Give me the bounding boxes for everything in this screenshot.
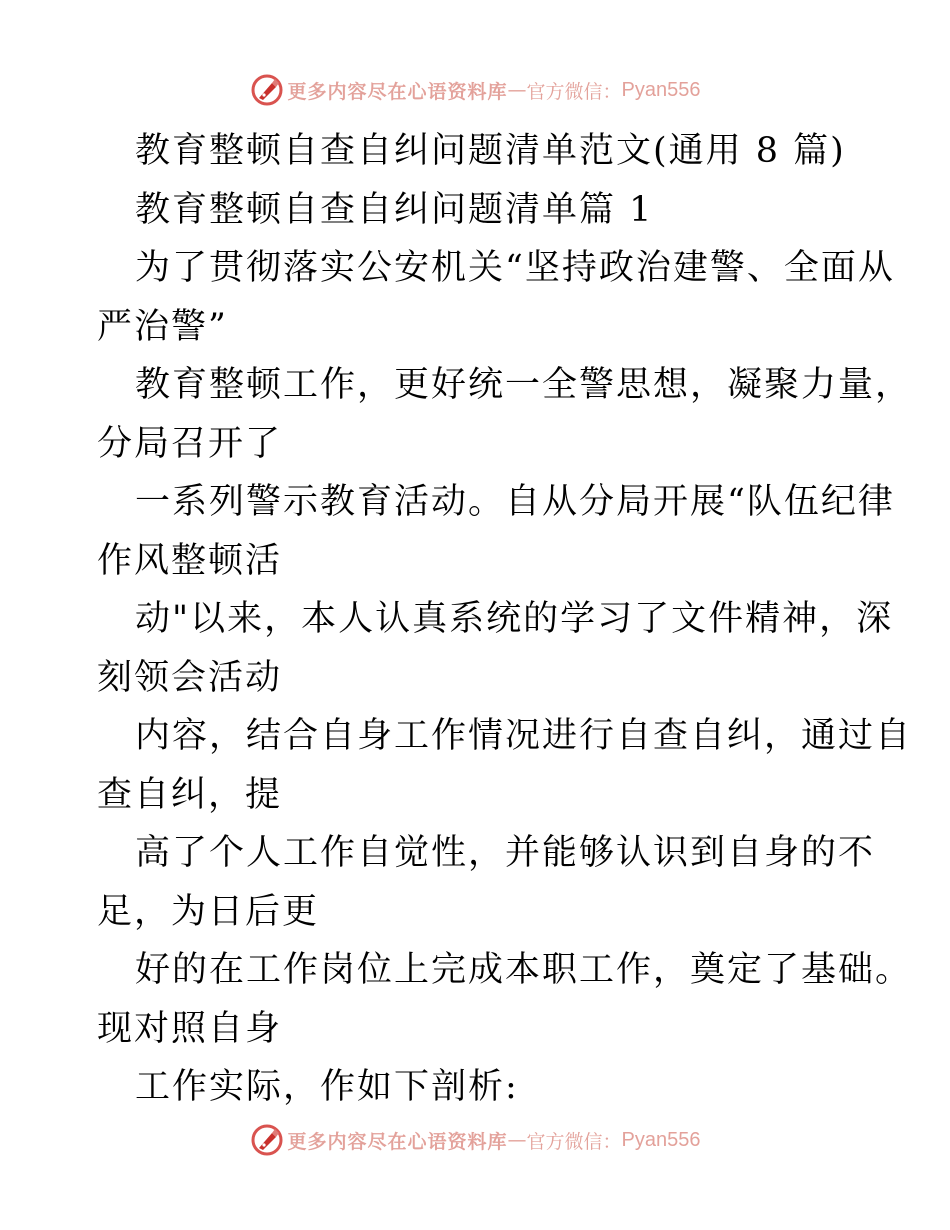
document-title: 教育整顿自查自纠问题清单范文(通用 8 篇) [135, 131, 846, 171]
footer-watermark-banner [0, 1118, 950, 1162]
pen-nib-logo-icon [250, 73, 284, 107]
footer-wechat-label: 官方微信： [526, 1130, 622, 1153]
paragraph-line: 工作实际，作如下剖析: [135, 1067, 519, 1107]
paragraph-line: 刻领会活动 [97, 657, 283, 698]
paragraph-line: 现对照自身 [97, 1008, 283, 1049]
paragraph-line: 足，为日后更 [97, 891, 320, 932]
header-site-text: 更多内容尽在心语资料库 [287, 80, 508, 103]
paragraph-line: 内容，结合自身工作情况进行自查自纠，通过自 [135, 716, 913, 756]
footer-separator: — [507, 1129, 527, 1151]
paragraph-line: 查自纠，提 [97, 774, 283, 815]
paragraph-line: 高了个人工作自觉性，并能够认识到自身的不 [135, 833, 876, 873]
document-body [97, 122, 913, 1117]
footer-wechat-id: Pyan556 [621, 1128, 701, 1151]
header-wechat-id: Pyan556 [621, 78, 701, 101]
section-heading: 教育整顿自查自纠问题清单篇 1 [135, 189, 654, 230]
header-wechat-label: 官方微信： [526, 80, 622, 103]
paragraph-line: 教育整顿工作，更好统一全警思想，凝聚力量， [135, 365, 913, 405]
header-separator: — [507, 79, 527, 101]
paragraph-line: 严治警” [97, 306, 228, 347]
paragraph-line: 分局召开了 [97, 423, 283, 464]
header-watermark-banner [0, 68, 950, 112]
paragraph-line: 作风整顿活 [97, 540, 283, 581]
paragraph-line: 动"以来，本人认真系统的学习了文件精神，深 [135, 599, 894, 639]
paragraph-line: 一系列警示教育活动。自从分局开展“队伍纪律 [135, 482, 895, 522]
paragraph-line: 好的在工作岗位上完成本职工作，奠定了基础。 [135, 950, 913, 990]
footer-site-text: 更多内容尽在心语资料库 [287, 1130, 508, 1153]
paragraph-line: 为了贯彻落实公安机关“坚持政治建警、全面从 [135, 248, 895, 288]
pen-nib-logo-icon [250, 1123, 284, 1157]
